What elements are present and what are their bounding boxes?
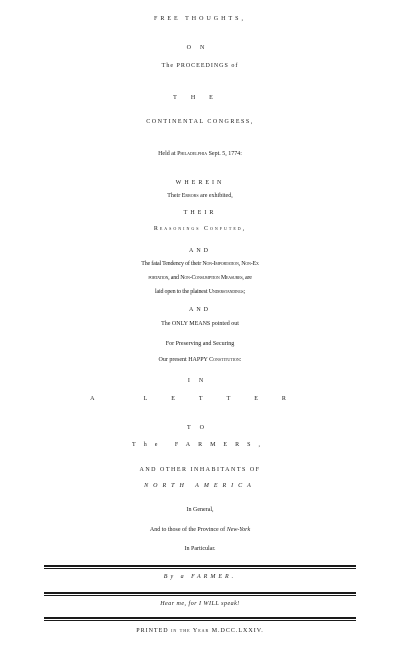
double-rule-top-thin xyxy=(44,568,356,569)
in-particular-line: In Particular. xyxy=(184,546,216,552)
happy-caps: HAPPY xyxy=(188,357,208,363)
fatal-line-3 xyxy=(0,289,400,295)
imprint-line: PRINTED in the Year M.DCC.LXXIV. xyxy=(136,628,264,634)
north-america-line: NORTH AMERICA xyxy=(144,483,256,489)
only-means-line xyxy=(0,321,400,327)
main-title: FREE THOUGHTS, xyxy=(154,16,246,22)
proceedings-line xyxy=(0,63,400,69)
fatal-line-2-mid: and xyxy=(170,275,179,281)
in-word: IN xyxy=(187,378,213,384)
fatal-line-1-caps: Non-Importation, Non-Ex xyxy=(202,261,259,267)
errors-suffix: are exhibited, xyxy=(200,193,233,199)
preserving-line: For Preserving and Securing xyxy=(165,341,235,347)
errors-line xyxy=(0,193,400,199)
double-rule-top xyxy=(44,565,356,567)
and-word-1: AND xyxy=(189,248,211,254)
fatal-line-2-caps-b: Non-Consumption Measures, xyxy=(180,275,244,281)
in-general-line: In General, xyxy=(186,507,214,513)
new-york-prefix: And to those of the Province of xyxy=(149,527,226,533)
happy-sc: Constitution: xyxy=(209,357,242,363)
other-inhabitants-line: AND OTHER INHABITANTS OF xyxy=(139,467,261,473)
happy-prefix: Our present xyxy=(158,357,187,363)
fatal-line-2-caps-a: portation, xyxy=(148,275,170,281)
fatal-line-3-prefix: laid open to the plainest xyxy=(155,289,208,295)
fatal-line-2-suffix: are xyxy=(244,275,252,281)
double-rule-bottom-thin xyxy=(44,620,356,621)
happy-line xyxy=(0,357,400,363)
double-rule-middle-thin xyxy=(44,595,356,596)
held-prefix: Held at xyxy=(158,151,176,157)
fatal-line-2 xyxy=(0,275,400,281)
held-line xyxy=(0,151,400,157)
held-city: Philadelphia xyxy=(177,151,208,157)
the-word: THE xyxy=(173,95,227,101)
new-york-name: New-York xyxy=(226,527,251,533)
reasonings-line: Reasonings Confuted, xyxy=(153,226,247,232)
to-word: TO xyxy=(187,425,213,431)
double-rule-bottom xyxy=(44,617,356,619)
wherein-word: WHEREIN xyxy=(175,180,225,186)
only-means-caps: ONLY MEANS xyxy=(171,321,211,327)
and-word-2: AND xyxy=(189,307,211,313)
their-word: THEIR xyxy=(183,210,217,216)
fatal-line-1-prefix: The fatal Tendency of their xyxy=(141,261,201,267)
fatal-line-1 xyxy=(0,261,400,267)
author-line: By a FARMER. xyxy=(163,574,237,580)
errors-word: Errors xyxy=(181,193,199,199)
proceedings-prefix: The xyxy=(161,63,174,69)
a-letter-line: A LETTER xyxy=(90,396,310,402)
held-date: Sept. 5, 1774: xyxy=(208,151,242,157)
only-means-suffix: pointed out xyxy=(211,321,239,327)
motto-line: Hear me, for I WILL speak! xyxy=(160,601,240,607)
proceedings-suffix: of xyxy=(231,63,239,69)
new-york-line xyxy=(0,527,400,533)
congress-line: CONTINENTAL CONGRESS, xyxy=(146,119,254,125)
double-rule-middle xyxy=(44,592,356,594)
only-means-prefix: The xyxy=(161,321,171,327)
on-word: ON xyxy=(186,45,214,51)
errors-prefix: Their xyxy=(167,193,181,199)
fatal-line-3-caps: Understandings; xyxy=(208,289,245,295)
farmers-line: The FARMERS, xyxy=(132,442,268,448)
proceedings-word: PROCEEDINGS xyxy=(176,63,229,69)
